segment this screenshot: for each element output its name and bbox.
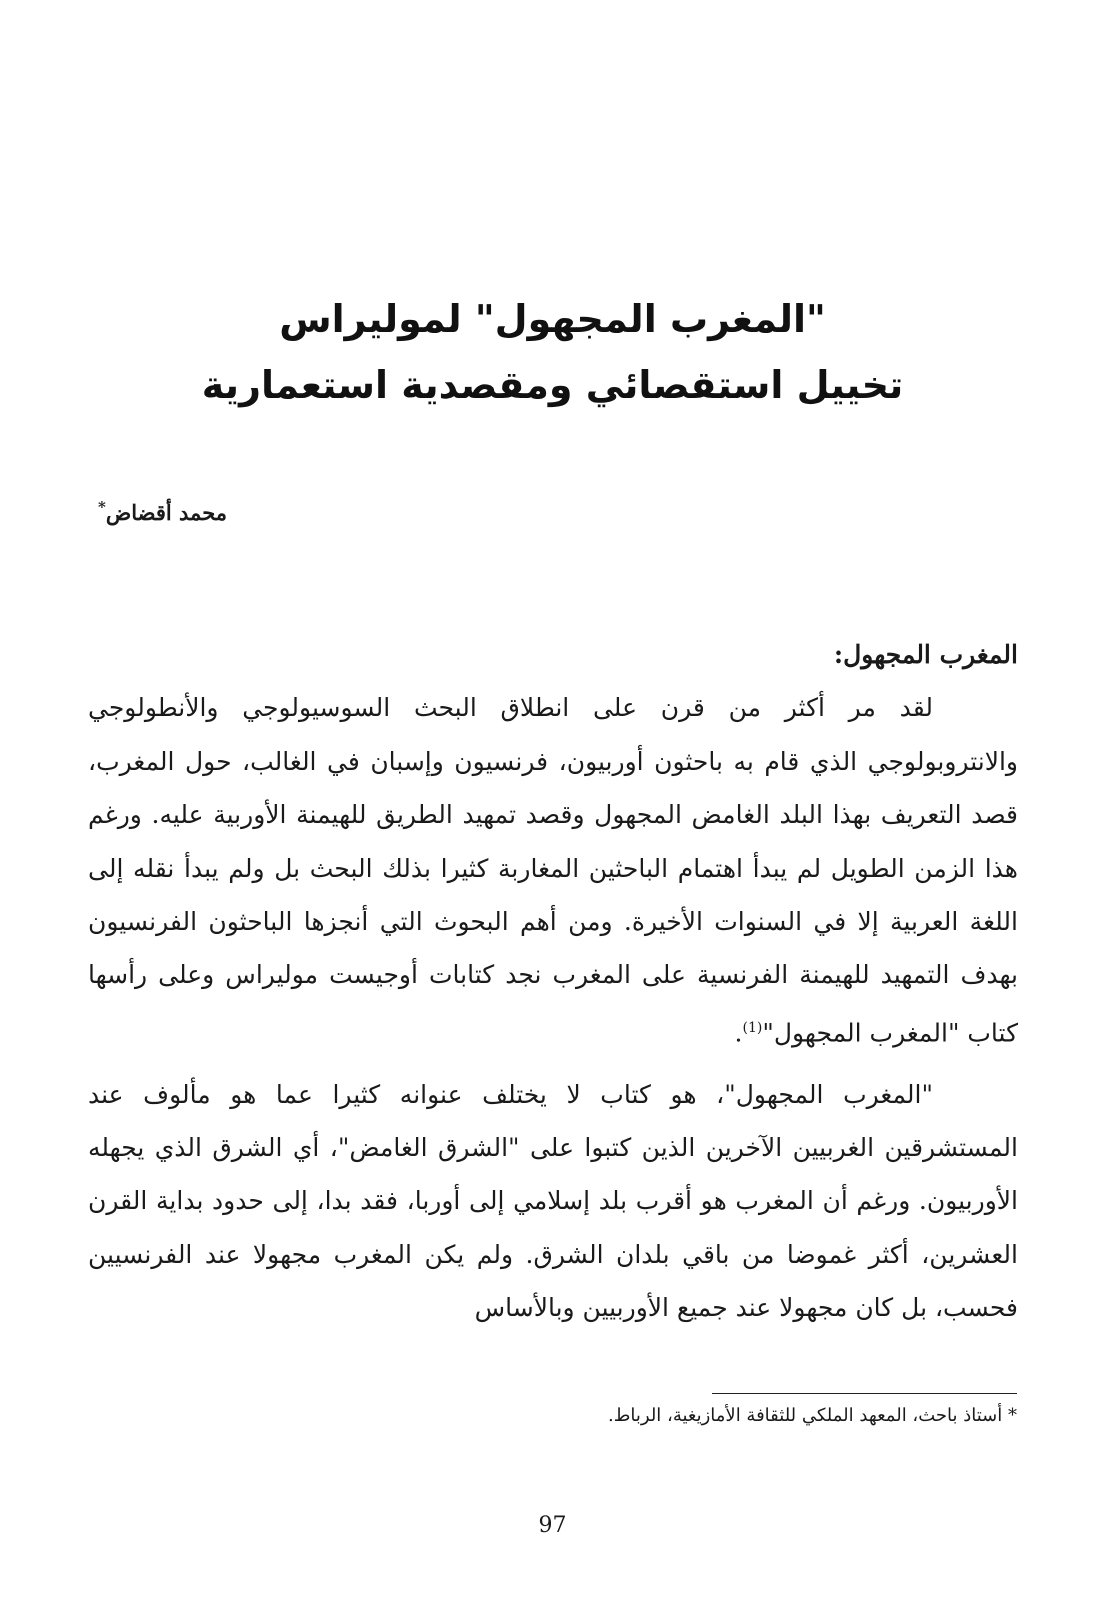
author-name <box>98 498 227 525</box>
article-title <box>120 286 985 418</box>
page-number: 97 <box>538 1513 567 1538</box>
paragraph-1-text: لقد مر أكثر من قرن على انطلاق البحث السوسيولوجي والأنطولوجي والانتروبولوجي الذي قام به باحثون أوربيون، فرنسيون وإسبان في الغالب، حول المغرب، قصد التعريف بهذا البلد الغامض المجهول وقصد تمهيد الطريق للهيمنة الأوربية عليه. ورغم هذا الزمن الطويل لم يبدأ اهتمام الباحثين المغاربة كثيرا بذلك البحث بل ولم يبدأ نقله إلى اللغة العربية إلا في السنوات الأخيرة. ومن أهم البحوث التي أنجزها الباحثون الفرنسيون بهدف التمهيد للهيمنة الفرنسية على المغرب نجد كتابات أوجيست موليراس وعلى رأسها كتاب "المغرب المجهول" <box>88 693 1018 1048</box>
footnote-ref-1: (1) <box>742 1019 763 1036</box>
title-line-1: "المغرب المجهول" لموليراس <box>279 297 826 341</box>
paragraph-1 <box>88 681 1018 1059</box>
article-body <box>88 628 1018 1343</box>
author-footnote-marker: * <box>97 498 106 516</box>
title-line-2: تخييل استقصائي ومقصدية استعمارية <box>201 363 904 407</box>
footnote: * أستاذ باحث، المعهد الملكي للثقافة الأمازيغية، الرباط. <box>608 1405 1017 1426</box>
footnote-divider <box>712 1393 1017 1394</box>
author-name-text: محمد أقضاض <box>105 500 227 525</box>
paragraph-2: "المغرب المجهول"، هو كتاب لا يختلف عنوانه كثيرا عما هو مألوف عند المستشرقين الغربيين الآخرين الذين كتبوا على "الشرق الغامض"، أي الشرق الذي يجهله الأوربيون. ورغم أن المغرب هو أقرب بلد إسلامي إلى أوربا، فقد بدا، إلى حدود بداية القرن العشرين، أكثر غموضا من باقي بلدان الشرق. ولم يكن المغرب مجهولا عند الفرنسيين فحسب، بل كان مجهولا عند جميع الأوربيين وبالأساس <box>88 1079 1018 1323</box>
section-heading: المغرب المجهول: <box>833 640 1018 669</box>
paragraph-1-end: . <box>734 1018 743 1048</box>
